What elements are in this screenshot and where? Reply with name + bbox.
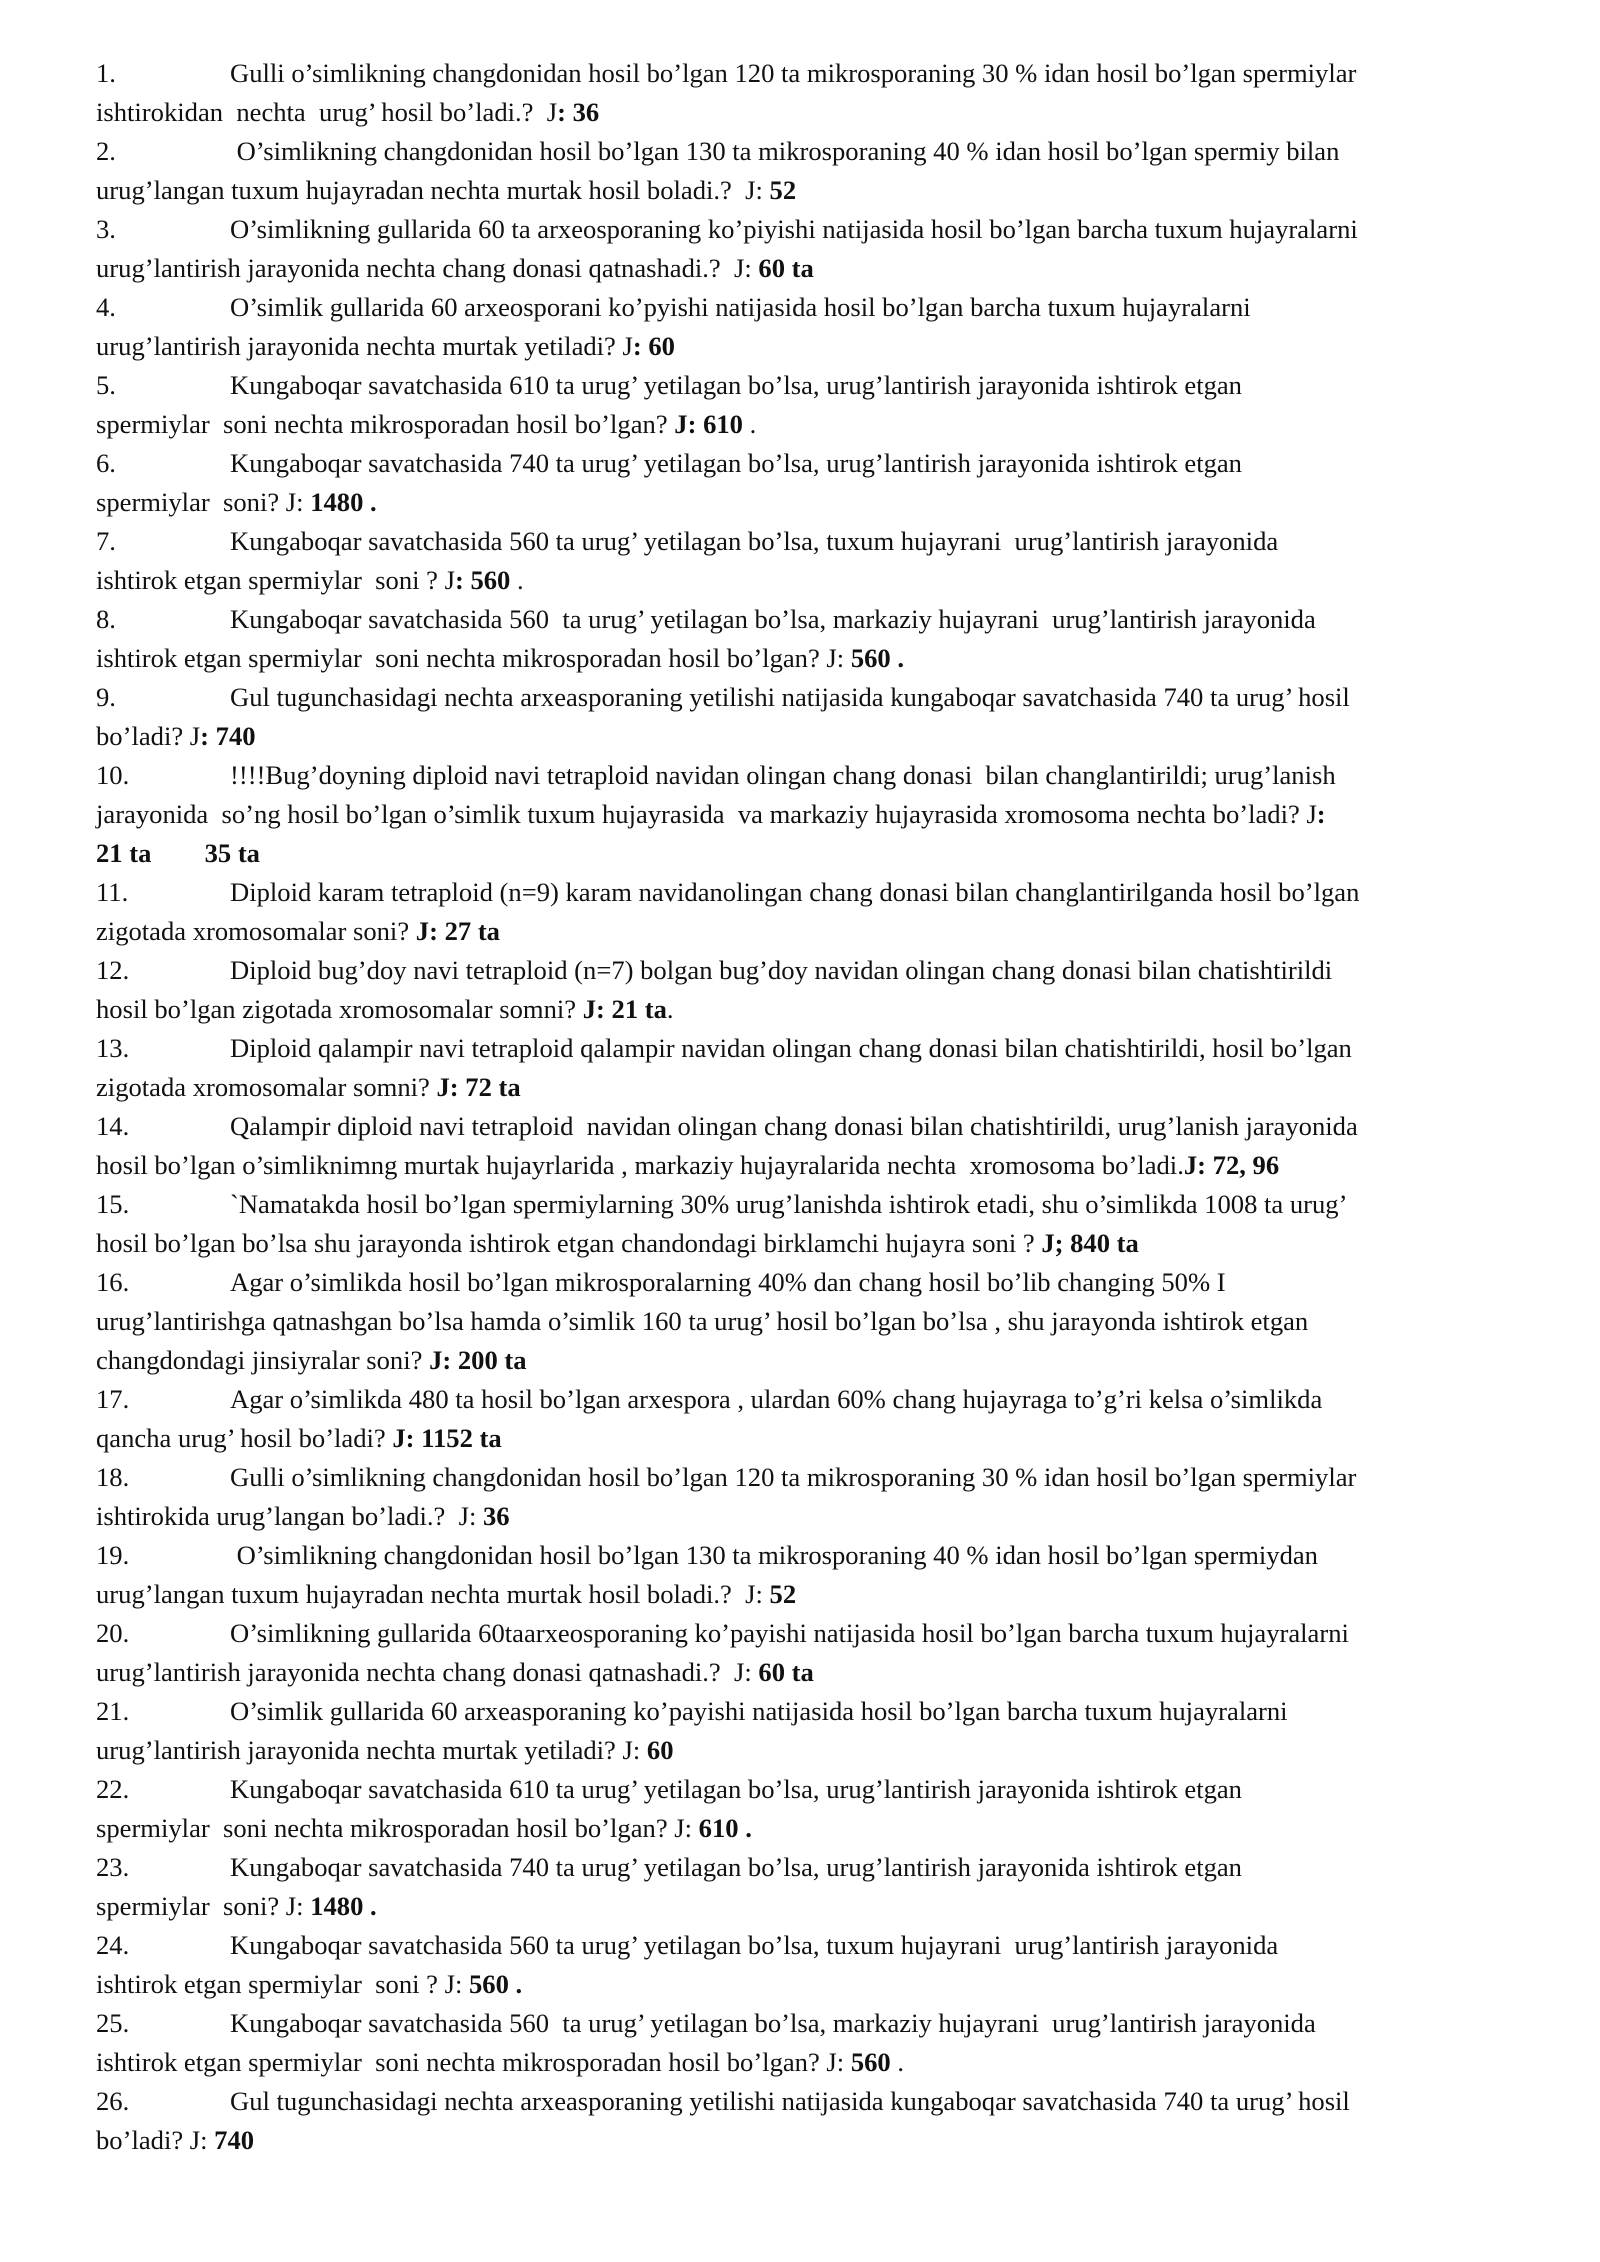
question-text-run: zigotada xromosomalar soni? [96,916,416,946]
answer-text: 560 . [469,1969,523,1999]
question-line [96,1341,1506,1380]
question-text-run: O’simlik gullarida 60 arxeasporaning ko’payishi natijasida hosil bo’lgan barcha tuxum hujayralarni [230,1696,1288,1726]
question-first-line [96,1263,1506,1302]
question-item [96,132,1506,210]
question-first-line [96,678,1506,717]
question-number: 2. [96,136,116,166]
question-number: 16. [96,1267,130,1297]
question-item [96,1536,1506,1614]
question-line [96,639,1506,678]
question-text [230,951,1332,990]
question-text [96,253,814,283]
answer-text: 60 ta [758,1657,814,1687]
question-text [96,2125,254,2155]
question-text [96,994,674,1024]
question-text-run: jarayonida so’ng hosil bo’lgan o’simlik tuxum hujayrasida va markaziy hujayrasida xromosoma nechta bo’ladi? J [96,799,1317,829]
question-text [230,1185,1347,1224]
question-text-run: ishtirok etgan spermiylar soni ? J [96,565,455,595]
question-line [96,1653,1506,1692]
question-text [96,799,1326,829]
question-item [96,1614,1506,1692]
question-text-run: Kungaboqar savatchasida 740 ta urug’ yetilagan bo’lsa, urug’lantirish jarayonida ishtirok etgan [230,448,1242,478]
question-text-run: . [510,565,524,595]
question-item [96,1848,1506,1926]
answer-text: 21 ta 35 ta [96,838,260,868]
question-first-line [96,1107,1506,1146]
question-text [230,1614,1349,1653]
question-first-line [96,132,1506,171]
question-line [96,327,1506,366]
question-item [96,1926,1506,2004]
question-text [96,1345,527,1375]
question-text-run: Kungaboqar savatchasida 610 ta urug’ yetilagan bo’lsa, urug’lantirish jarayonida ishtirok etgan [230,370,1242,400]
question-first-line [96,366,1506,405]
question-number: 14. [96,1111,130,1141]
question-first-line [96,2082,1506,2121]
question-line [96,1809,1506,1848]
question-number: 4. [96,292,116,322]
question-text [96,1423,502,1453]
question-text-run: O’simlik gullarida 60 arxeosporani ko’pyishi natijasida hosil bo’lgan barcha tuxum hujayralarni [230,292,1251,322]
question-text [230,288,1251,327]
question-first-line [96,1926,1506,1965]
question-line [96,2043,1506,2082]
question-text [96,409,756,439]
question-number: 7. [96,526,116,556]
question-text [230,1107,1358,1146]
answer-text: J: 1152 ta [392,1423,502,1453]
question-item [96,444,1506,522]
question-line [96,483,1506,522]
question-text-run: changdondagi jinsiyralar soni? [96,1345,430,1375]
question-text-run: O’simlikning gullarida 60taarxeosporaning ko’payishi natijasida hosil bo’lgan barcha tuxum hujayralarni [230,1618,1349,1648]
answer-text: J: 72, 96 [1183,1150,1280,1180]
question-number: 26. [96,2086,130,2116]
question-text-run: . [890,2047,904,2077]
question-first-line [96,1380,1506,1419]
question-item [96,1107,1506,1185]
question-text-run: Agar o’simlikda 480 ta hosil bo’lgan arxespora , ulardan 60% chang hujayraga to’g’ri kelsa o’simlikda [230,1384,1323,1414]
question-first-line [96,756,1506,795]
question-first-line [96,1614,1506,1653]
question-item [96,2004,1506,2082]
question-text-run: zigotada xromosomalar somni? [96,1072,437,1102]
question-line [96,561,1506,600]
question-number: 18. [96,1462,130,1492]
question-text-run: !!!!Bug’doyning diploid navi tetraploid navidan olingan chang donasi bilan changlantirildi; urug’lanish [230,760,1336,790]
question-first-line [96,444,1506,483]
question-text [230,1536,1318,1575]
question-text-run: hosil bo’lgan zigotada xromosomalar somni? [96,994,583,1024]
question-first-line [96,1458,1506,1497]
answer-text: 60 [646,1735,674,1765]
question-text [96,565,524,595]
answer-text: 560 . [850,643,904,673]
answer-text: 560 [850,2047,891,2077]
question-item [96,600,1506,678]
question-text [96,1813,752,1843]
answer-text: 52 [769,175,797,205]
question-text-run: ishtirok etgan spermiylar soni nechta mikrosporadan hosil bo’lgan? J: [96,2047,851,2077]
question-item [96,1692,1506,1770]
answer-text: : 740 [200,721,256,751]
question-text [96,1150,1279,1180]
question-text-run: bo’ladi? J: [96,2125,215,2155]
answer-text: J: 200 ta [429,1345,527,1375]
question-text-run: Diploid qalampir navi tetraploid qalampir navidan olingan chang donasi bilan chatishtirildi, hosil bo’lgan [230,1033,1352,1063]
question-text-run: Gul tugunchasidagi nechta arxeasporaning yetilishi natijasida kungaboqar savatchasida 740 ta urug’ hosil [230,682,1350,712]
question-line [96,990,1506,1029]
question-first-line [96,1185,1506,1224]
question-line [96,1575,1506,1614]
question-text [96,916,500,946]
question-item [96,873,1506,951]
question-first-line [96,951,1506,990]
answer-text: 52 [769,1579,797,1609]
question-item [96,1380,1506,1458]
question-text-run: Kungaboqar savatchasida 560 ta urug’ yetilagan bo’lsa, markaziy hujayrani urug’lantirish jarayonida [230,604,1316,634]
question-line [96,717,1506,756]
question-line [96,1731,1506,1770]
question-text [230,54,1356,93]
question-text [230,1770,1242,1809]
answer-text: : 60 [632,331,675,361]
question-line [96,171,1506,210]
answer-text: 36 [483,1501,510,1531]
question-text-run: bo’ladi? J [96,721,201,751]
question-text-run: `Namatakda hosil bo’lgan spermiylarning 30% urug’lanishda ishtirok etadi, shu o’simlikda 1008 ta urug’ [230,1189,1348,1219]
question-text-run: urug’langan tuxum hujayradan nechta murtak hosil boladi.? J: [96,1579,770,1609]
question-text-run: spermiylar soni? J: [96,487,311,517]
question-text-run: ishtirok etgan spermiylar soni ? J: [96,1969,469,1999]
question-text [96,1072,521,1102]
question-item [96,1263,1506,1380]
question-number: 19. [96,1540,130,1570]
question-text-run: Gulli o’simlikning changdonidan hosil bo’lgan 120 ta mikrosporaning 30 % idan hosil bo’lgan spermiylar [230,58,1357,88]
question-first-line [96,288,1506,327]
question-text-run: urug’lantirish jarayonida nechta murtak yetiladi? J [96,331,633,361]
answer-text: J; 840 ta [1041,1228,1139,1258]
question-text-run: Kungaboqar savatchasida 560 ta urug’ yetilagan bo’lsa, tuxum hujayrani urug’lantirish jarayonida [230,526,1279,556]
question-item [96,756,1506,873]
question-first-line [96,1029,1506,1068]
question-text [230,522,1278,561]
question-text [96,1501,510,1531]
question-number: 22. [96,1774,130,1804]
question-text-run: hosil bo’lgan bo’lsa shu jarayonda ishtirok etgan chandondagi birklamchi hujayra soni ? [96,1228,1042,1258]
question-line [96,1419,1506,1458]
question-text-run: Gul tugunchasidagi nechta arxeasporaning yetilishi natijasida kungaboqar savatchasida 740 ta urug’ hosil [230,2086,1350,2116]
answer-text: J: 27 ta [415,916,500,946]
question-first-line [96,2004,1506,2043]
question-text-run: urug’lantirishga qatnashgan bo’lsa hamda o’simlik 160 ta urug’ hosil bo’lgan bo’lsa , shu jarayonda ishtirok etgan [96,1306,1309,1336]
question-line [96,1887,1506,1926]
question-text-run: ishtirokida urug’langan bo’ladi.? J: [96,1501,483,1531]
question-item [96,288,1506,366]
question-text [230,210,1358,249]
question-first-line [96,1536,1506,1575]
document-page [96,54,1506,2160]
question-text [96,1735,674,1765]
question-text-run: Kungaboqar savatchasida 740 ta urug’ yetilagan bo’lsa, urug’lantirish jarayonida ishtirok etgan [230,1852,1242,1882]
question-text-run: urug’lantirish jarayonida nechta chang donasi qatnashadi.? J: [96,1657,759,1687]
question-item [96,1029,1506,1107]
question-text [96,721,256,751]
answer-text: 1480 . [310,487,377,517]
question-number: 11. [96,877,129,907]
question-item [96,2082,1506,2160]
question-item [96,1458,1506,1536]
question-number: 10. [96,760,130,790]
question-text [96,2047,904,2077]
question-item [96,1185,1506,1263]
question-line [96,2121,1506,2160]
question-item [96,210,1506,288]
question-first-line [96,1770,1506,1809]
question-number: 23. [96,1852,130,1882]
question-text [96,487,377,517]
question-text-run: urug’langan tuxum hujayradan nechta murtak hosil boladi.? J: [96,175,770,205]
answer-text: 60 ta [758,253,814,283]
question-text [230,1263,1226,1302]
answer-text: 1480 . [310,1891,377,1921]
question-line [96,1146,1506,1185]
question-text [230,1692,1288,1731]
question-first-line [96,210,1506,249]
question-item [96,951,1506,1029]
question-line [96,1302,1506,1341]
question-text-run: hosil bo’lgan o’simliknimng murtak hujayrlarida , markaziy hujayralarida nechta xromosoma bo’ladi. [96,1150,1184,1180]
question-text [230,1926,1278,1965]
question-text-run: ishtirokidan nechta urug’ hosil bo’ladi.? J [96,97,558,127]
question-number: 1. [96,58,116,88]
question-number: 12. [96,955,130,985]
question-text-run: ishtirok etgan spermiylar soni nechta mikrosporadan hosil bo’lgan? J: [96,643,851,673]
question-text-run: Diploid karam tetraploid (n=9) karam navidanolingan chang donasi bilan changlantirilganda hosil bo’lgan [230,877,1360,907]
question-first-line [96,600,1506,639]
question-text-run: Kungaboqar savatchasida 610 ta urug’ yetilagan bo’lsa, urug’lantirish jarayonida ishtirok etgan [230,1774,1242,1804]
question-first-line [96,1692,1506,1731]
question-text [230,1380,1322,1419]
question-item [96,366,1506,444]
question-text [230,132,1339,171]
question-text-run: Kungaboqar savatchasida 560 ta urug’ yetilagan bo’lsa, markaziy hujayrani urug’lantirish jarayonida [230,2008,1316,2038]
question-text [96,175,796,205]
answer-text: 610 . [698,1813,752,1843]
question-number: 21. [96,1696,130,1726]
answer-text: 740 [214,2125,255,2155]
question-first-line [96,873,1506,912]
question-text [96,1969,522,1999]
question-number: 6. [96,448,116,478]
question-line [96,1068,1506,1107]
answer-text: : [1316,799,1326,829]
question-text [230,756,1336,795]
answer-text: : 560 [454,565,511,595]
question-text [230,444,1242,483]
question-line [96,249,1506,288]
question-text [96,1228,1139,1258]
question-text-run: urug’lantirish jarayonida nechta murtak yetiladi? J: [96,1735,647,1765]
question-item [96,522,1506,600]
question-text-run: O’simlikning gullarida 60 ta arxeosporaning ko’piyishi natijasida hosil bo’lgan barcha tuxum hujayralarni [230,214,1358,244]
question-text-run: . [666,994,674,1024]
question-text-run: . [742,409,757,439]
answer-text: : 36 [557,97,600,127]
question-line [96,834,1506,873]
question-line [96,1965,1506,2004]
question-number: 17. [96,1384,130,1414]
question-text [230,1029,1352,1068]
question-text [230,1458,1356,1497]
question-number: 20. [96,1618,130,1648]
question-line [96,1497,1506,1536]
question-number: 8. [96,604,116,634]
question-number: 3. [96,214,116,244]
question-text-run: urug’lantirish jarayonida nechta chang donasi qatnashadi.? J: [96,253,759,283]
question-number: 13. [96,1033,130,1063]
question-text [96,1579,796,1609]
answer-text: J: 21 ta [582,994,667,1024]
question-item [96,678,1506,756]
answer-text: J: 610 [674,409,743,439]
question-text-run: Kungaboqar savatchasida 560 ta urug’ yetilagan bo’lsa, tuxum hujayrani urug’lantirish jarayonida [230,1930,1279,1960]
question-text [96,1657,814,1687]
question-number: 5. [96,370,116,400]
question-text [96,643,904,673]
question-first-line [96,54,1506,93]
question-text [230,1848,1242,1887]
question-text-run: spermiylar soni nechta mikrosporadan hosil bo’lgan? J: [96,1813,699,1843]
question-text-run: O’simlikning changdonidan hosil bo’lgan 130 ta mikrosporaning 40 % idan hosil bo’lgan spermiydan [230,1540,1318,1570]
question-line [96,795,1506,834]
question-line [96,93,1506,132]
question-text [230,600,1316,639]
question-text [96,1891,377,1921]
question-text-run: Qalampir diploid navi tetraploid navidan olingan chang donasi bilan chatishtirildi, urug’lanish jarayonida [230,1111,1358,1141]
question-text-run: O’simlikning changdonidan hosil bo’lgan 130 ta mikrosporaning 40 % idan hosil bo’lgan spermiy bilan [230,136,1340,166]
question-number: 24. [96,1930,130,1960]
question-text [230,2082,1350,2121]
question-line [96,405,1506,444]
question-first-line [96,522,1506,561]
question-item [96,1770,1506,1848]
question-number: 9. [96,682,116,712]
answer-text: J: 72 ta [436,1072,521,1102]
question-line [96,912,1506,951]
question-text-run: Diploid bug’doy navi tetraploid (n=7) bolgan bug’doy navidan olingan chang donasi bilan chatishtirildi [230,955,1333,985]
question-first-line [96,1848,1506,1887]
question-text [230,366,1242,405]
question-list [96,54,1506,2160]
question-item [96,54,1506,132]
question-text [96,838,260,868]
question-text-run: spermiylar soni nechta mikrosporadan hosil bo’lgan? [96,409,675,439]
question-text-run: spermiylar soni? J: [96,1891,311,1921]
question-text [230,873,1359,912]
question-text [96,1306,1308,1336]
question-text [230,678,1350,717]
question-text [230,2004,1316,2043]
question-line [96,1224,1506,1263]
question-text-run: Gulli o’simlikning changdonidan hosil bo’lgan 120 ta mikrosporaning 30 % idan hosil bo’lgan spermiylar [230,1462,1357,1492]
question-text [96,97,599,127]
question-number: 15. [96,1189,130,1219]
question-text [96,331,675,361]
question-text-run: qancha urug’ hosil bo’ladi? [96,1423,393,1453]
question-number: 25. [96,2008,130,2038]
question-text-run: Agar o’simlikda hosil bo’lgan mikrosporalarning 40% dan chang hosil bo’lib changing 50% I [230,1267,1226,1297]
